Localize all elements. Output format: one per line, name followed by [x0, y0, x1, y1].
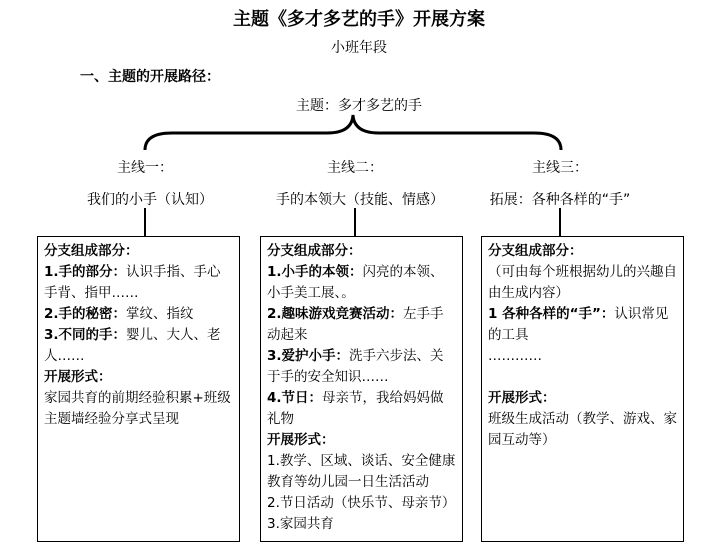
main-line-3-topic: 拓展：各种各样的“手”: [489, 192, 631, 208]
box1-heading: 分支组成部分：: [44, 243, 139, 259]
document-title: 主题《多才多艺的手》开展方案: [233, 9, 485, 30]
box1-item-1: 1.手的部分：认识手指、手心手背、指甲……: [44, 264, 221, 301]
box1-form-text: 家园共育的前期经验积累+班级主题墙经验分享式呈现: [44, 390, 231, 427]
section-heading: 一、主题的开展路径：: [80, 69, 220, 85]
box2-item-3: 3.爱护小手：洗手六步法、关于手的安全知识……: [267, 348, 444, 385]
box3-form-heading: 开展形式：: [488, 390, 556, 406]
document-subtitle: 小班年段: [331, 40, 387, 56]
box2-form-item-1: 1.教学、区域、谈话、安全健康教育等幼儿园一日生活活动: [267, 453, 456, 490]
main-line-1-label: 主线一：: [117, 160, 173, 176]
box2-heading: 分支组成部分：: [267, 243, 362, 259]
box3-form-text: 班级生成活动（教学、游戏、家园互动等）: [488, 411, 677, 448]
box3-ellipsis: …………: [488, 348, 542, 364]
box2-item-4: 4.节日：母亲节，我给妈妈做礼物: [267, 390, 444, 427]
theme-label: 主题：多才多艺的手: [296, 98, 422, 114]
box3-item-1: 1 各种各样的“手”：认识常见的工具: [488, 306, 669, 343]
box2-form-item-2: 2.节日活动（快乐节、母亲节）: [267, 495, 456, 511]
box3-heading: 分支组成部分：: [488, 243, 583, 259]
box3-note: （可由每个班根据幼儿的兴趣自由生成内容）: [488, 264, 677, 301]
box1-item-2: 2.手的秘密：掌纹、指纹: [44, 306, 194, 322]
main-line-3-label: 主线三：: [532, 160, 588, 176]
box2-item-2: 2.趣味游戏竞赛活动：左手手动起来: [267, 306, 444, 343]
box2-item-1: 1.小手的本领：闪亮的本领、小手美工展、。: [267, 264, 444, 301]
main-line-1-topic: 我们的小手（认知）: [87, 192, 213, 208]
box1-form-heading: 开展形式：: [44, 369, 112, 385]
curly-brace: [145, 115, 561, 150]
branch-box-2: [260, 236, 463, 542]
box2-form-heading: 开展形式：: [267, 432, 335, 448]
main-line-2-label: 主线二：: [327, 160, 383, 176]
box1-item-3: 3.不同的手：婴儿、大人、老人……: [44, 327, 221, 364]
branch-box-3: [481, 236, 684, 542]
main-line-2-topic: 手的本领大（技能、情感）: [276, 192, 444, 208]
box2-form-item-3: 3.家园共育: [267, 516, 334, 532]
branch-box-1: [37, 236, 240, 542]
